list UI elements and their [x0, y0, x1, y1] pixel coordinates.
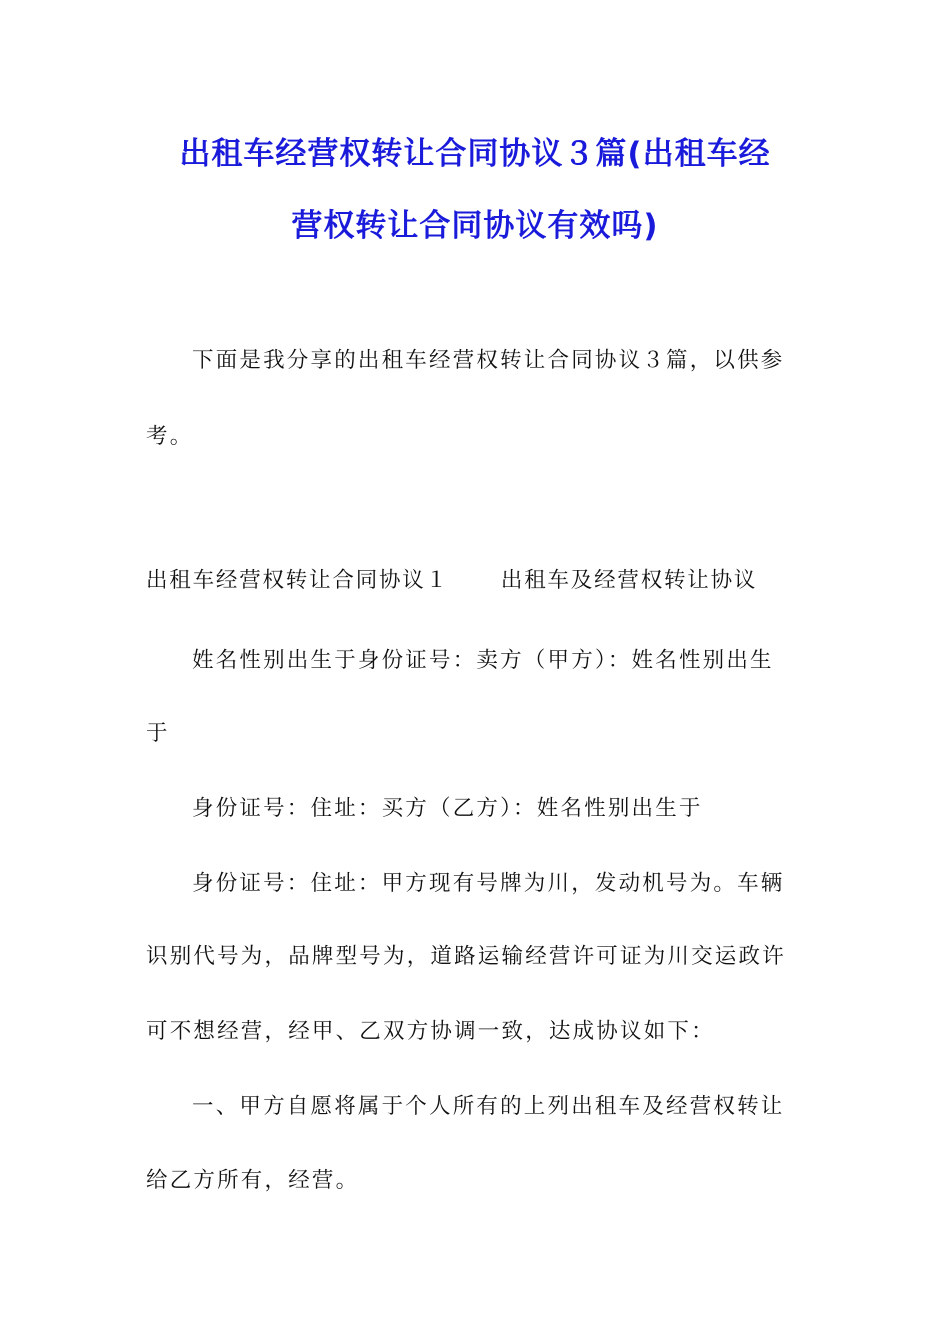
paragraph-3-line-1: 身份证号：住址：甲方现有号牌为川，发动机号为。车辆	[192, 871, 785, 896]
section-heading-left: 出租车经营权转让合同协议１	[146, 568, 449, 593]
intro-line-1: 下面是我分享的出租车经营权转让合同协议３篇，以供参	[192, 348, 785, 373]
paragraph-3-line-3: 可不想经营，经甲、乙双方协调一致，达成协议如下：	[146, 1019, 715, 1044]
document-title-line-1: 出租车经营权转让合同协议３篇(出租车经	[179, 136, 771, 172]
paragraph-4-line-1: 一、甲方自愿将属于个人所有的上列出租车及经营权转让	[192, 1094, 785, 1119]
paragraph-1-line-1: 姓名性别出生于身份证号：卖方（甲方）：姓名性别出生	[192, 648, 774, 673]
intro-line-2: 考。	[146, 424, 194, 449]
paragraph-4-line-2: 给乙方所有，经营。	[146, 1168, 360, 1193]
paragraph-3-line-2: 识别代号为，品牌型号为，道路运输经营许可证为川交运政许	[146, 944, 786, 969]
section-heading-right: 出租车及经营权转让协议	[500, 568, 758, 593]
paragraph-1-line-2: 于	[146, 721, 170, 746]
document-title-line-2: 营权转让合同协议有效吗)	[291, 208, 659, 244]
section-heading	[146, 566, 757, 596]
paragraph-2-line-1: 身份证号：住址：买方（乙方）：姓名性别出生于	[192, 796, 703, 821]
